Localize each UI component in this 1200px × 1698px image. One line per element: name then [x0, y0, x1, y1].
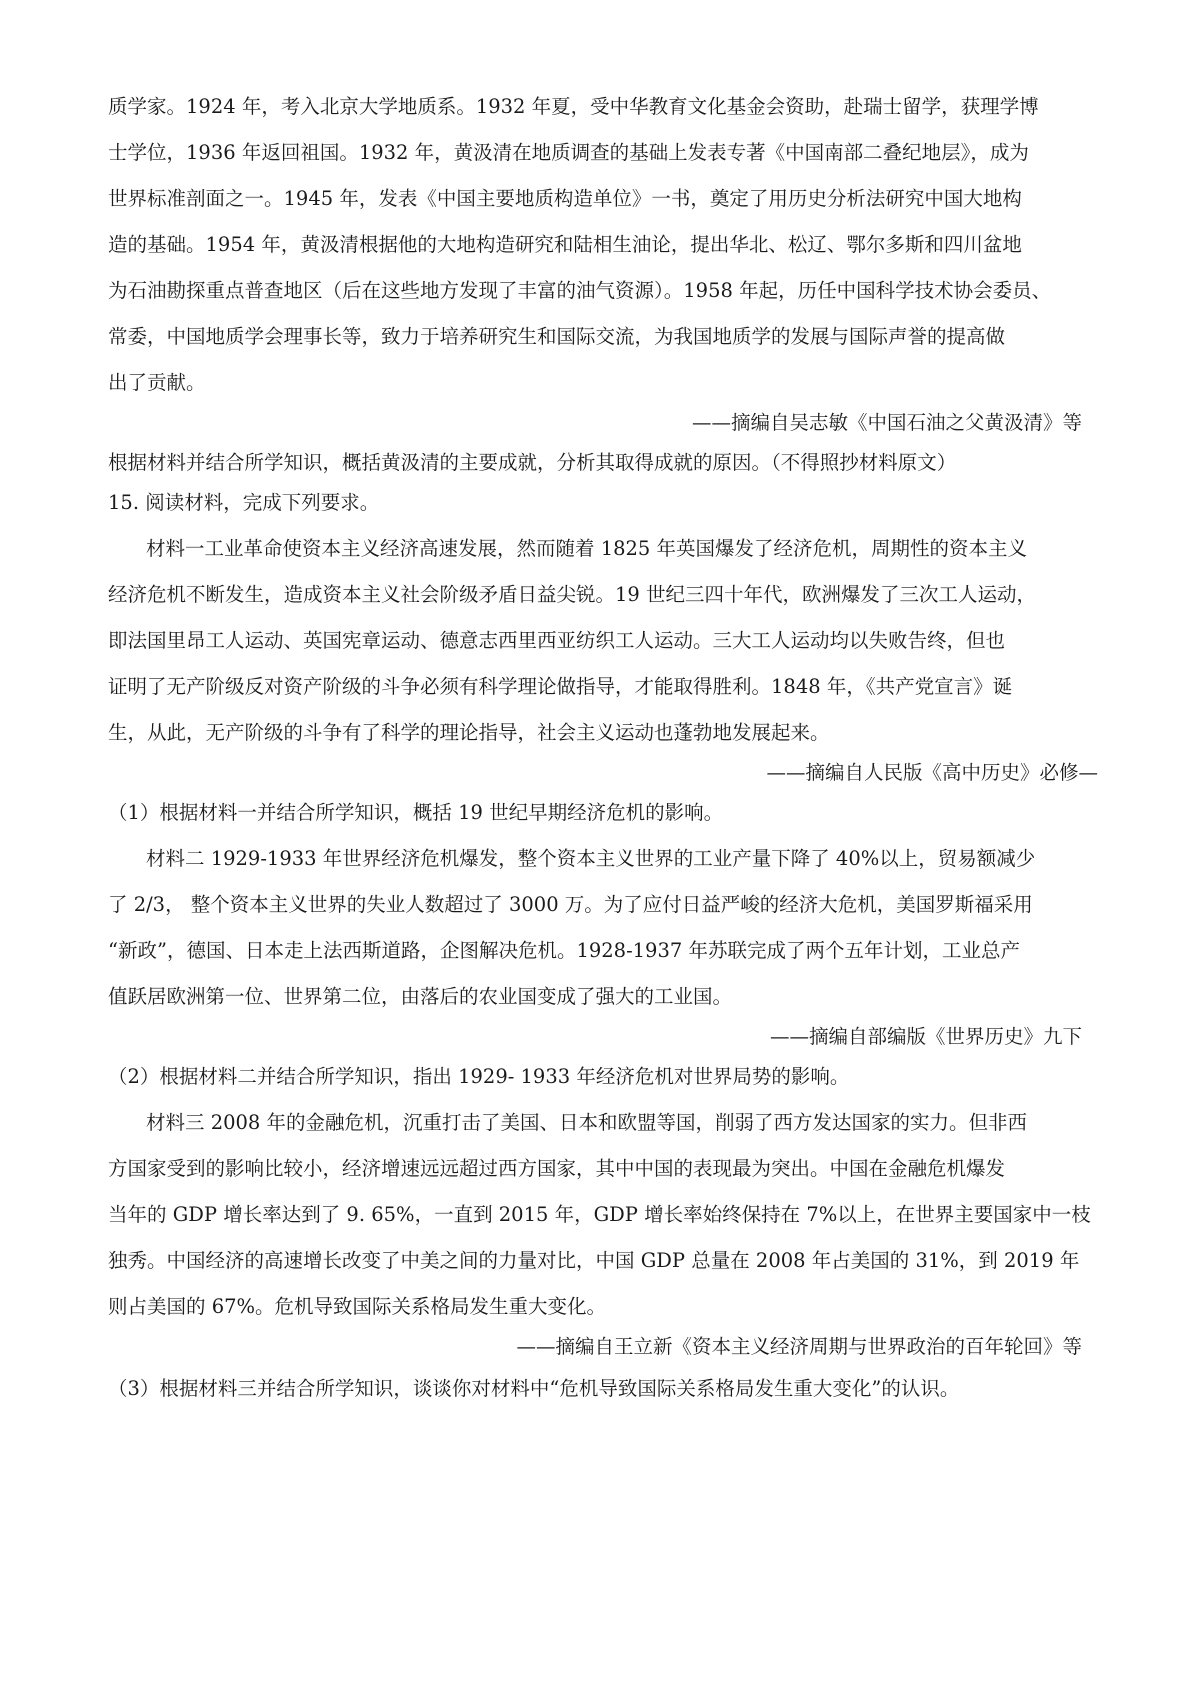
- paragraph-line: 质学家。1924 年，考入北京大学地质系。1932 年夏，受中华教育文化基金会资助，赴瑞士留学，获理学博: [108, 95, 1039, 118]
- paragraph-line: 常委，中国地质学会理事长等，致力于培养研究生和国际交流，为我国地质学的发展与国际声誉的提高做: [108, 325, 1006, 348]
- paragraph-line: 出了贡献。: [108, 371, 206, 394]
- paragraph-line: 独秀。中国经济的高速增长改变了中美之间的力量对比，中国 GDP 总量在 2008 年占美国的 31%，到 2019 年: [108, 1249, 1080, 1272]
- paragraph-line: 士学位，1936 年返回祖国。1932 年，黄汲清在地质调查的基础上发表专著《中国南部二叠纪地层》，成为: [108, 141, 1029, 164]
- sub-question: （2）根据材料二并结合所学知识，指出 1929- 1933 年经济危机对世界局势的影响。: [108, 1065, 850, 1088]
- sub-question: （3）根据材料三并结合所学知识，谈谈你对材料中“危机导致国际关系格局发生重大变化”的认识。: [108, 1377, 960, 1400]
- paragraph-line: 了 2/3， 整个资本主义世界的失业人数超过了 3000 万。为了应付日益严峻的经济大危机，美国罗斯福采用: [108, 893, 1033, 916]
- paragraph-line: 材料一工业革命使资本主义经济高速发展，然而随着 1825 年英国爆发了经济危机，周期性的资本主义: [146, 537, 1028, 560]
- paragraph-line: 值跃居欧洲第一位、世界第二位，由落后的农业国变成了强大的工业国。: [108, 985, 733, 1008]
- paragraph-line: 材料三 2008 年的金融危机，沉重打击了美国、日本和欧盟等国，削弱了西方发达国家的实力。但非西: [146, 1111, 1028, 1134]
- paragraph-line: 为石油勘探重点普查地区（后在这些地方发现了丰富的油气资源）。1958 年起，历任中国科学技术协会委员、: [108, 279, 1052, 302]
- paragraph-line: 经济危机不断发生，造成资本主义社会阶级矛盾日益尖锐。19 世纪三四十年代，欧洲爆发了三次工人运动，: [108, 583, 1037, 606]
- sub-question: （1）根据材料一并结合所学知识，概括 19 世纪早期经济危机的影响。: [108, 801, 724, 824]
- paragraph-line: 即法国里昂工人运动、英国宪章运动、德意志西里西亚纺织工人运动。三大工人运动均以失败告终，但也: [108, 629, 1006, 652]
- source-citation: ——摘编自人民版《高中历史》必修—: [766, 761, 1098, 784]
- paragraph-line: 世界标准剖面之一。1945 年，发表《中国主要地质构造单位》一书，奠定了用历史分析法研究中国大地构: [108, 187, 1022, 210]
- question-heading: 15. 阅读材料，完成下列要求。: [108, 491, 380, 514]
- source-citation: ——摘编自王立新《资本主义经济周期与世界政治的百年轮回》等: [516, 1335, 1082, 1358]
- paragraph-line: 材料二 1929-1933 年世界经济危机爆发，整个资本主义世界的工业产量下降了 40%以上，贸易额减少: [146, 847, 1036, 870]
- source-citation: ——摘编自部编版《世界历史》九下: [769, 1025, 1082, 1048]
- paragraph-line: 当年的 GDP 增长率达到了 9. 65%，一直到 2015 年，GDP 增长率始终保持在 7%以上，在世界主要国家中一枝: [108, 1203, 1091, 1226]
- question-prompt: 根据材料并结合所学知识，概括黄汲清的主要成就，分析其取得成就的原因。（不得照抄材料原文）: [108, 451, 957, 474]
- paragraph-line: 证明了无产阶级反对资产阶级的斗争必须有科学理论做指导，才能取得胜利。1848 年，《共产党宣言》诞: [108, 675, 1013, 698]
- paragraph-line: 方国家受到的影响比较小，经济增速远远超过西方国家，其中中国的表现最为突出。中国在金融危机爆发: [108, 1157, 1006, 1180]
- paragraph-line: 生，从此，无产阶级的斗争有了科学的理论指导，社会主义运动也蓬勃地发展起来。: [108, 721, 830, 744]
- paragraph-line: 则占美国的 67%。危机导致国际关系格局发生重大变化。: [108, 1295, 607, 1318]
- paragraph-line: “新政”，德国、日本走上法西斯道路，企图解决危机。1928-1937 年苏联完成了两个五年计划，工业总产: [108, 939, 1020, 962]
- source-citation: ——摘编自吴志敏《中国石油之父黄汲清》等: [691, 411, 1082, 434]
- paragraph-line: 造的基础。1954 年，黄汲清根据他的大地构造研究和陆相生油论，提出华北、松辽、鄂尔多斯和四川盆地: [108, 233, 1022, 256]
